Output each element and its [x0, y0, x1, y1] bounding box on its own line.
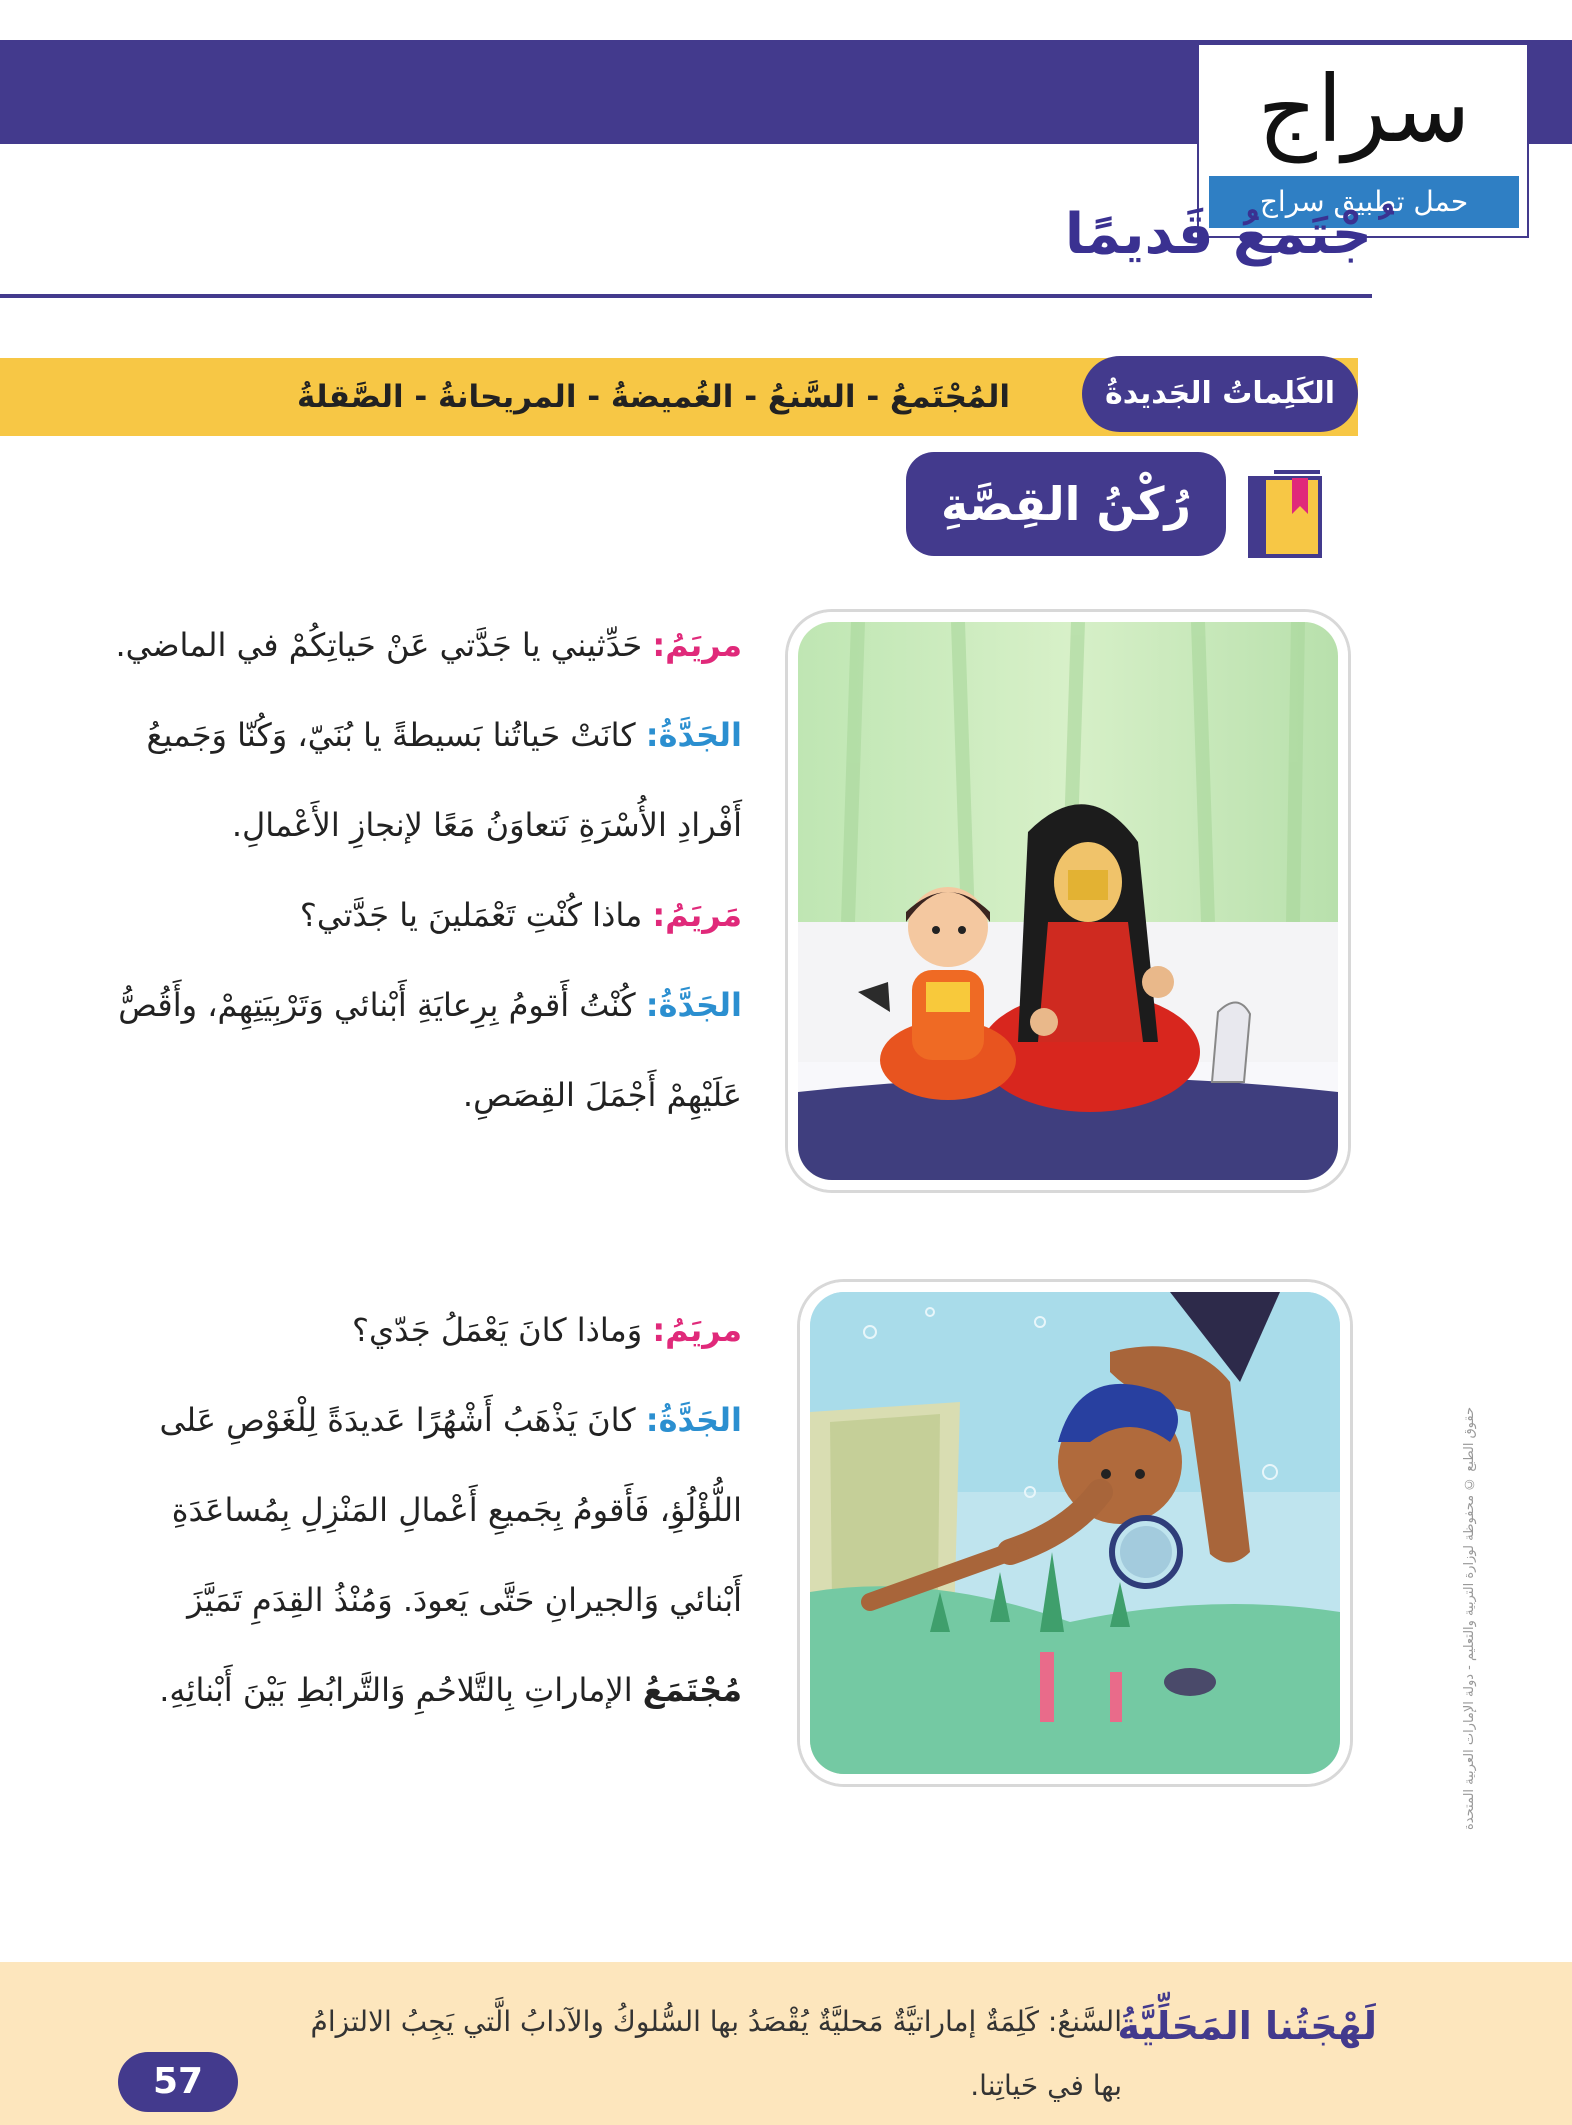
book-icon [1248, 470, 1322, 558]
dialog-text: كانَ يَذْهَبُ أَشْهُرًا عَديدَةً لِلْغَوْصِ عَلى [159, 1401, 646, 1439]
copyright-note: حقوق الطبع © محفوظة لوزارة التربية والتعليم - دولة الإمارات العربية المتحدة [1462, 1406, 1477, 1830]
dialog-text: أَبْنائي وَالجيرانِ حَتَّى يَعودَ. وَمُنْذُ القِدَمِ تَمَيَّزَ [187, 1581, 742, 1619]
dialog-text: حَدِّثيني يا جَدَّتي عَنْ حَياتِكُمْ في الماضي. [115, 626, 653, 664]
dialog-text: أَفْرادِ الأُسْرَةِ نَتعاوَنُ مَعًا لإنجازِ الأَعْمالِ. [231, 806, 742, 844]
vocabulary-words: المُجْتَمعُ - السَّنعُ - الغُميضةُ - المريحانةُ - الصَّقلةُ [297, 379, 1010, 415]
dialog-text: عَلَيْهِمْ أَجْمَلَ القِصَصِ. [462, 1076, 742, 1114]
dialog-block-1 [42, 600, 742, 1140]
dialog-line [42, 780, 742, 870]
logo-tagline[interactable]: حمل تطبيق سراج [1209, 176, 1519, 228]
dialog-line [42, 870, 742, 960]
vocabulary-label: الكَلِماتُ الجَديدةُ [1082, 356, 1358, 432]
dialog-line [42, 600, 742, 690]
dialog-text: ماذا كُنْتِ تَعْمَلينَ يا جَدَّتي؟ [299, 896, 653, 934]
logo-name: سراج [1257, 56, 1471, 163]
speaker-label: مريَمُ: [652, 626, 742, 664]
dialog-block-2 [42, 1285, 742, 1735]
dialog-text: كُنْتُ أَقومُ بِرِعايَةِ أَبْنائي وَتَرْبِيَتِهِمْ، وأَقُصُّ [118, 986, 646, 1024]
local-dialect-title: لَهْجَتُنا المَحَلِّيَّةُ [1117, 2004, 1377, 2048]
speaker-label: مريَمُ: [652, 1311, 742, 1349]
dialog-line [42, 1555, 742, 1645]
dialog-line [42, 1465, 742, 1555]
dialog-text: كانَتْ حَياتُنا بَسيطةً يا بُنَيّ، وَكُنّا وَجَميعُ [146, 716, 646, 754]
emphasized-word: مُجْتَمَعُ [642, 1671, 742, 1709]
section-title: رُكْنُ القِصَّةِ [906, 452, 1226, 556]
speaker-label: الجَدَّةُ: [645, 986, 742, 1024]
local-dialect-text: السَّنعُ: كَلِمَةٌ إماراتيَّةٌ مَحليَّةٌ يُقْصَدُ بها السُّلوكُ والآدابُ الَّتي يَجِبُ الالتزامُ بها في حَياتِنا. [310, 2005, 1122, 2102]
dialog-line [42, 1285, 742, 1375]
title-divider [0, 294, 1372, 298]
grandmother-girl-image [798, 622, 1338, 1180]
dialog-line [42, 1375, 742, 1465]
speaker-label: مَريَمُ: [652, 896, 742, 934]
dialog-line [42, 1050, 742, 1140]
dialog-text: الإماراتِ بِالتَّلاحُمِ وَالتَّرابُطِ بَيْنَ أَبْنائِهِ. [159, 1671, 643, 1709]
dialog-line [42, 1645, 742, 1735]
dialog-text: اللُّؤْلُؤِ، فَأَقومُ بِجَميعِ أَعْمالِ المَنْزِلِ بِمُساعَدَةِ [171, 1491, 742, 1529]
speaker-label: الجَدَّةُ: [645, 1401, 742, 1439]
page-title: ُجْتَمعُ قَديمًا [1064, 202, 1372, 267]
dialog-text: وَماذا كانَ يَعْمَلُ جَدّي؟ [352, 1311, 653, 1349]
illustration-pearl-diver [800, 1282, 1350, 1784]
page-number: 57 [118, 2052, 238, 2112]
speaker-label: الجَدَّةُ: [645, 716, 742, 754]
illustration-grandmother-girl [788, 612, 1348, 1190]
dialog-line [42, 690, 742, 780]
dialog-line [42, 960, 742, 1050]
pearl-diver-image [810, 1292, 1340, 1774]
